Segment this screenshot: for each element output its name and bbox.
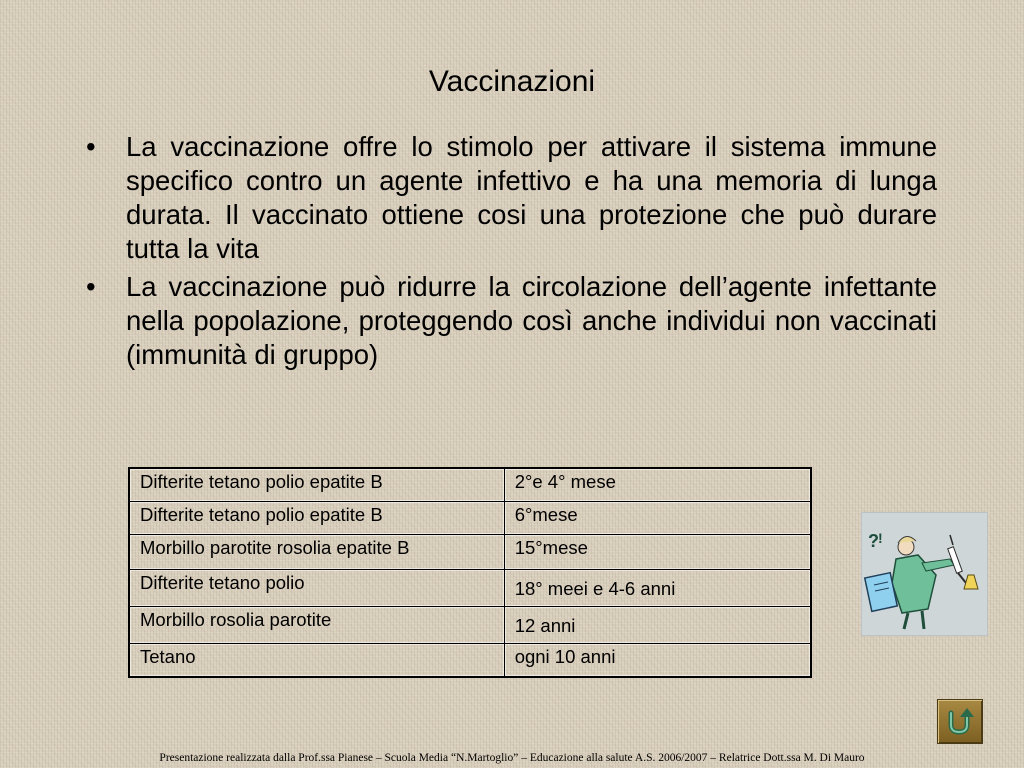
table-row <box>129 534 811 569</box>
table-row <box>129 643 811 677</box>
bullet-list <box>84 130 937 376</box>
slide-title: Vaccinazioni <box>428 65 596 98</box>
svg-text:?: ? <box>868 531 879 551</box>
age-cell: 18° meei e 4-6 anni <box>504 569 811 606</box>
vaccine-cell: Morbillo parotite rosolia epatite B <box>129 534 504 569</box>
return-button[interactable] <box>937 699 983 744</box>
table-row <box>129 468 811 501</box>
footer-credits: Presentazione realizzata dalla Prof.ssa Pianese – Scuola Media “N.Martoglio” – Educazione alla salute A.S. 2006/2007 – Relatrice Dott.ssa M. Di Mauro <box>159 752 865 764</box>
bullet-item-1 <box>84 130 937 266</box>
vaccine-cell: Morbillo rosolia parotite <box>129 606 504 643</box>
doctor-syringe-clipart <box>861 512 988 636</box>
bullet-text-1: La vaccinazione offre lo stimolo per attivare il sistema immune specifico contro un agente infettivo e ha una memoria di lunga durata. Il vaccinato ottiene cosi una protezione che può durare tutta la vita <box>126 131 937 264</box>
table-row <box>129 569 811 606</box>
vaccine-cell: Tetano <box>129 643 504 677</box>
svg-text:!: ! <box>878 530 883 546</box>
age-cell: ogni 10 anni <box>504 643 811 677</box>
age-cell: 2°e 4° mese <box>504 468 811 501</box>
bullet-marker: • <box>86 131 96 162</box>
table-row <box>129 501 811 534</box>
vaccination-schedule-table <box>128 467 812 678</box>
vaccine-cell: Difterite tetano polio <box>129 569 504 606</box>
table-row <box>129 606 811 643</box>
bullet-item-2 <box>84 270 937 372</box>
vaccine-cell: Difterite tetano polio epatite B <box>129 468 504 501</box>
u-turn-arrow-icon <box>942 704 976 738</box>
vaccine-cell: Difterite tetano polio epatite B <box>129 501 504 534</box>
doctor-syringe-icon <box>862 513 987 635</box>
bullet-text-2: La vaccinazione può ridurre la circolazione dell’agente infettante nella popolazione, proteggendo così anche individui non vaccinati (immunità di gruppo) <box>126 271 937 370</box>
age-cell: 15°mese <box>504 534 811 569</box>
age-cell: 12 anni <box>504 606 811 643</box>
bullet-marker: • <box>86 271 96 302</box>
age-cell: 6°mese <box>504 501 811 534</box>
